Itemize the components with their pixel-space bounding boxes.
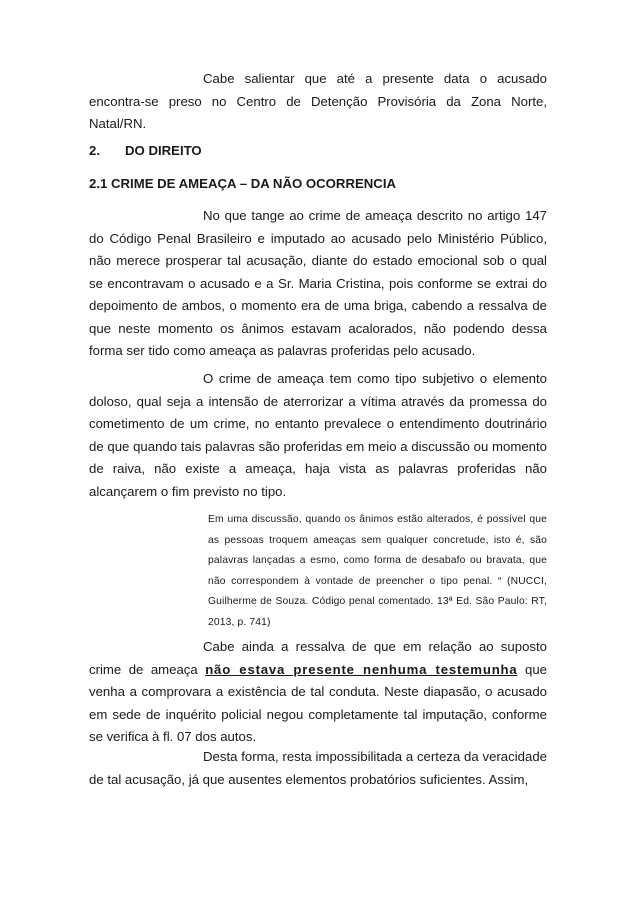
paragraph-no-witness (89, 636, 547, 749)
section-heading (89, 143, 202, 158)
paragraph-no-witness-end: que venha a comprovara a existência de tal conduta. Neste diapasão, o acusado em sede de inquérito policial negou completamente tal imputação, conforme se verifica à fl. 07 dos autos. (89, 661, 548, 744)
paragraph-threat-charge: No que tange ao crime de ameaça descrito no artigo 147 do Código Penal Brasileiro e imputado ao acusado pelo Ministério Público, não merece prosperar tal acusação, diante do estado emocional sob o qual se encontravam o acusado e a Sr. Maria Cristina, pois conforme se extrai do depoimento de ambos, o momento era de uma briga, cabendo a ressalva de que neste momento os ânimos estavam acalorados, não podendo dessa forma ser tido como ameaça as palavras proferidas pelo acusado. (89, 208, 547, 358)
paragraph-detention-status: Cabe salientar que até a presente data o acusado encontra-se preso no Centro de Detenção Provisória da Zona Norte, Natal/RN. (89, 71, 547, 131)
paragraph-no-witness-start: Cabe ainda a ressalva de que em relação ao suposto crime de ameaça (89, 639, 547, 677)
section-number: 2. (89, 143, 100, 158)
paragraph-conclusion: Desta forma, resta impossibilitada a certeza da veracidade de tal acusação, já que ausentes elementos probatórios suficientes. Assim, (89, 749, 547, 787)
highlighted-no-witness: não estava presente nenhuma testemunha (205, 661, 518, 677)
subsection-heading: 2.1 CRIME DE AMEAÇA – DA NÃO OCORRENCIA (89, 176, 397, 191)
paragraph-subjective-element: O crime de ameaça tem como tipo subjetivo o elemento doloso, qual seja a intensão de aterrorizar a vítima através da promessa do cometimento de um crime, no entanto prevalece o entendimento doutrinário de que quando tais palavras são proferidas em meio a discussão ou momento de raiva, não existe a ameaça, haja vista as palavras proferidas não alcançarem o fim previsto no tipo. (89, 371, 547, 499)
doctrine-quote: Em uma discussão, quando os ânimos estão alterados, é possível que as pessoas troquem ameaças sem qualquer concretude, isto é, são palavras lançadas a esmo, como forma de desabafo ou bravata, que não correspondem à vontade de preencher o tipo penal. “ (NUCCI, Guilherme de Souza. Código penal comentado. 13ª Ed. São Paulo: RT, 2013, p. 741) (208, 514, 547, 628)
section-title: DO DIREITO (125, 143, 202, 158)
